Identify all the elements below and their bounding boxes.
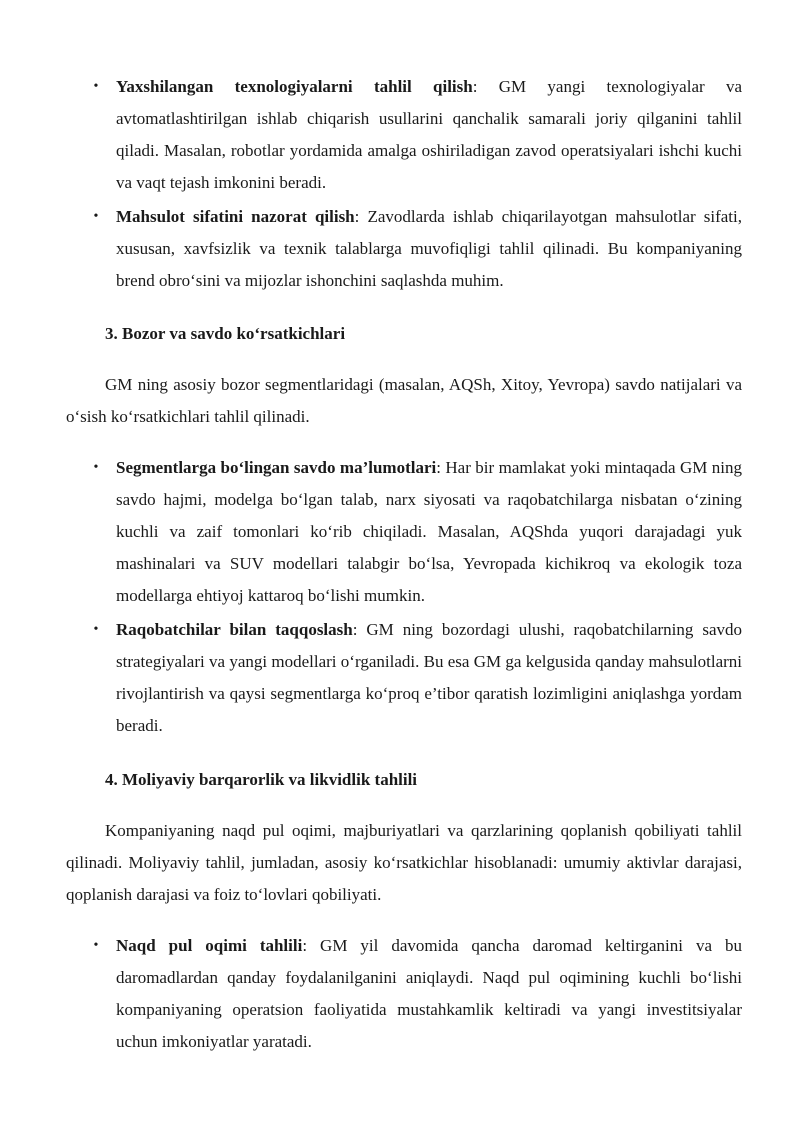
bullet-marker: • [93,79,99,94]
bullet-item-cash-flow [93,930,743,1058]
bullet-term: Yaxshilangan texnologiyalarni tahlil qilish [116,77,473,96]
bullet-term: Mahsulot sifatini nazorat qilish [116,207,355,226]
bullet-term: Naqd pul oqimi tahlili [116,936,303,955]
bullet-item-segment-sales [93,452,742,612]
bullet-marker: • [93,622,99,637]
bullet-marker: • [93,938,99,953]
bullet-term: Segmentlarga bo‘lingan savdo ma’lumotlari [116,458,437,477]
paragraph-finance-intro: Kompaniyaning naqd pul oqimi, majburiyatlari va qarzlarining qoplanish qobiliyati tahlil qilinadi. Moliyaviy tahlil, jumladan, asosiy ko‘rsatkichlar hisoblanadi: umumiy aktivlar darajasi, qoplanish darajasi va foiz to‘lovlari qobiliyati. [66,821,742,904]
section-heading-finance: 4. Moliyaviy barqarorlik va likvidlik tahlili [105,770,418,789]
bullet-text: : GM yil davomida qancha daromad keltirganini va bu daromadlardan qanday foydalanilganini aniqlaydi. Naqd pul oqimining kuchli bo‘lishi kompaniyaning operatsion faoliyatida mustahkamlik keltiradi va yangi investitsiyalar uchun imkoniyatlar yaratadi. [116,936,743,1051]
bullet-text: : Har bir mamlakat yoki mintaqada GM ning savdo hajmi, modelga bo‘lgan talab, narx siyosati va raqobatchilarga nisbatan o‘zining kuchli va zaif tomonlari ko‘rib chiqiladi. Masalan, AQShda yuqori darajadagi yuk mashinalari va SUV modellari talabgir bo‘lsa, Yevropada kichikroq va ekologik toza modellarga ehtiyoj kattaroq bo‘lishi mumkin. [116,458,742,605]
bullet-item-competitors [93,614,742,742]
bullet-marker: • [93,460,99,475]
paragraph-market-intro: GM ning asosiy bozor segmentlaridagi (masalan, AQSh, Xitoy, Yevropa) savdo natijalari va o‘sish ko‘rsatkichlari tahlil qilinadi. [66,375,742,426]
bullet-item-quality-control [93,201,742,297]
bullet-item-technologies [93,71,742,199]
section-heading-market: 3. Bozor va savdo ko‘rsatkichlari [105,324,346,343]
bullet-marker: • [93,209,99,224]
bullet-text: : GM ning bozordagi ulushi, raqobatchilarning savdo strategiyalari va yangi modellari o‘rganiladi. Bu esa GM ga kelgusida qanday mahsulotlarni rivojlantirish va qaysi segmentlarga ko‘proq e’tibor qaratish lozimligini aniqlashga yordam beradi. [116,620,742,735]
bullet-text: : GM yangi texnologiyalar va avtomatlashtirilgan ishlab chiqarish usullarini qanchalik samarali joriy qilganini tahlil qiladi. Masalan, robotlar yordamida amalga oshiriladigan zavod operatsiyalari ishchi kuchi va vaqt tejash imkonini beradi. [116,77,742,192]
bullet-term: Raqobatchilar bilan taqqoslash [116,620,353,639]
bullet-text: : Zavodlarda ishlab chiqarilayotgan mahsulotlar sifati, xususan, xavfsizlik va texnik talablarga muvofiqligi tahlil qilinadi. Bu kompaniyaning brend obro‘sini va mijozlar ishonchini saqlashda muhim. [116,207,742,290]
